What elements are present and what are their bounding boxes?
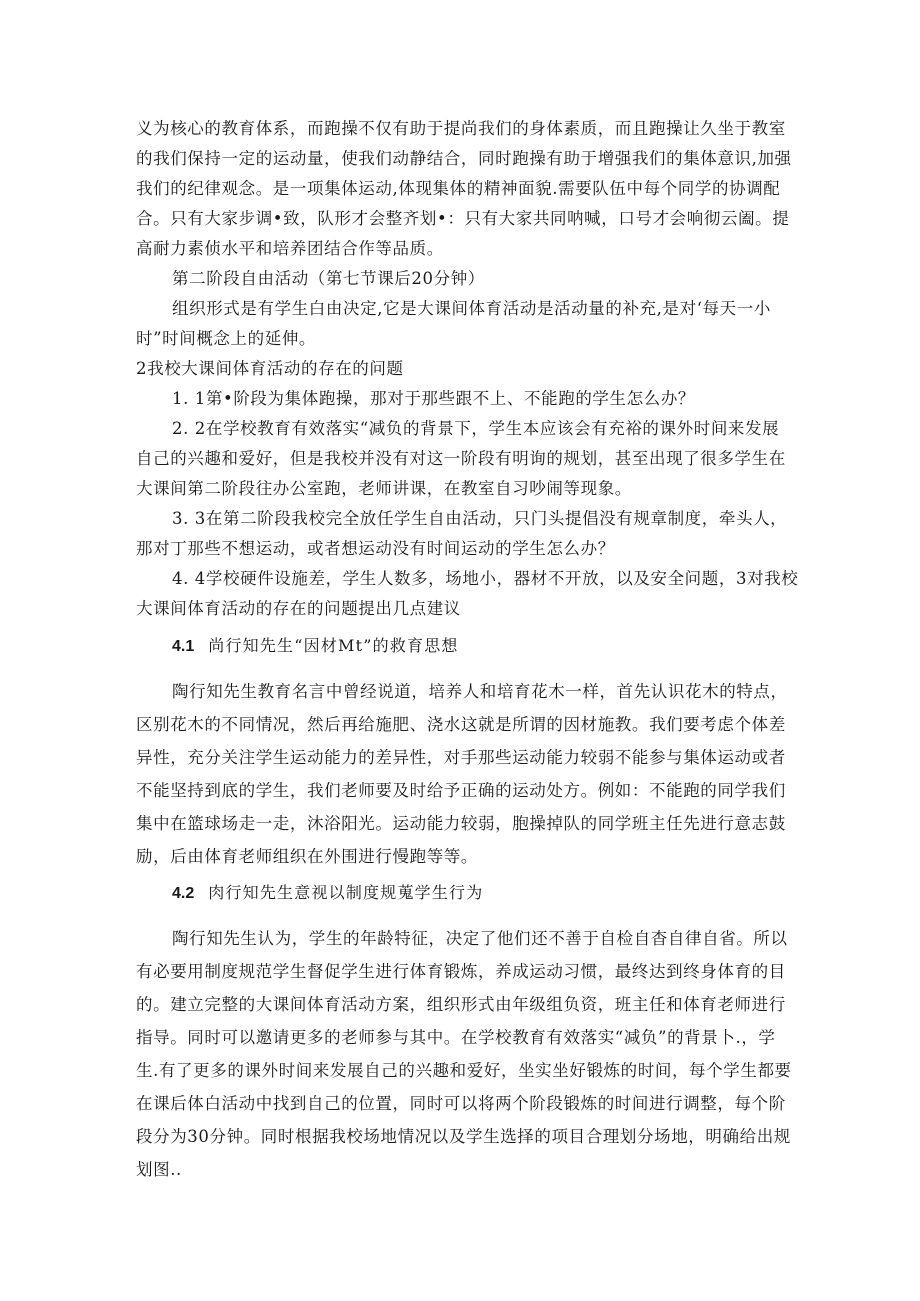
text-line: 生.有了更多的课外时间来发展自己的兴趣和爱好，坐实坐好锻炼的时间，每个学生都要 [136, 1061, 792, 1080]
heading-4-2 [172, 881, 483, 906]
text-line: 不能坚持到底的学生，我们老师要及时给予正确的运动处方。例如：不能跑的同学我们 [136, 781, 786, 800]
heading-number: 4.1 [172, 638, 195, 655]
list-item: 2. 2在学校教育有效落实“减负的背景下，学生本应该会有充裕的课外时间来发展 [172, 419, 780, 438]
text-line: 的我们保持一定的运动量，使我们动静结合，同时跑操有助于增强我们的集体意识,加强 [136, 149, 792, 168]
list-item: 1. 1第•阶段为集体跑操，那对于那些跟不上、不能跑的学生怎么办？ [172, 389, 696, 408]
text-line: 集中在篮球场走一走，沐浴阳光。运动能力较弱，胞操掉队的同学班主任先进行意志鼓 [136, 814, 786, 833]
text-line: 义为核心的教育体系，而跑操不仅有助于提尚我们的身体素质，而且跑操让久坐于教室 [136, 119, 786, 138]
text-line: 陶行知先生认为，学生的年龄特征，决定了他们还不善于自检自杳自律自省。所以 [172, 929, 788, 948]
list-item: 3. 3在第二阶段我校完全放任学生自由活动，只门头提倡没有规章制度，牵头人， [172, 509, 788, 528]
text-line: 指导。同时可以邀请更多的老师参与其中。在学校教育有效落实“减负”的背景卜.，学 [136, 1028, 776, 1047]
text-line: 大课间第二阶段往办公室跑，老师讲课，在教室自习吵闹等现象。 [136, 479, 632, 498]
text-line: 在课后体白活动中找到自己的位置，同时可以将两个阶段锻炼的时间进行调整，每个阶 [136, 1094, 786, 1113]
section-subtitle: 第二阶段自由活动（第七节课后20分钟） [172, 269, 485, 288]
text-line: 组织形式是有学生白由决定,它是大课间体育活动是活动量的补充,是对‘每天一小 [172, 299, 771, 318]
text-line: 的。建立完整的大课间体育活动方案，组织形式由年级组负资，班主任和体育老师进行 [136, 995, 786, 1014]
heading-4-1 [172, 634, 459, 659]
text-line: 陶行知先生教育名言中曾经说道，培养人和培育花木一样，首先认识花木的特点， [172, 682, 788, 701]
heading-text: 尚行知先生“因材Mt”的救育思想 [208, 636, 459, 655]
section-title: 2我校大课间体育活动的存在的问题 [136, 359, 404, 378]
text-line: 那对丁那些不想运动，或者想运动没有时间运动的学生怎么办？ [136, 539, 615, 558]
text-line: 合。只有大家步调•致，队形才会整齐划•：只有大家共同呐喊，口号才会响彻云阖。提 [136, 209, 790, 228]
text-line: 区别花木的不同情况，然后再给施肥、浇水这就是所谓的因材施教。我们要考虑个体差 [136, 715, 786, 734]
text-line: 有必要用制度规范学生督促学生进行体育锻炼，养成运动习惯，最终达到终身体育的目 [136, 962, 786, 981]
text-line: 我们的纪律观念。是一项集体运动,体现集体的精神面貌.需要队伍中每个同学的协调配 [136, 179, 781, 198]
text-line: 段分为30分钟。同时根据我校场地情况以及学生选择的项目合理划分场地，明确给出规 [136, 1127, 791, 1146]
heading-text: 肉行知先生意视以制度规蒐学生行为 [208, 883, 484, 902]
text-line: 自己的兴趣和爱好，但是我校并没有对这一阶段有明询的规划，甚至出现了很多学生在 [136, 449, 786, 468]
list-item: 4. 4学校硬件设施差，学生人数多，场地小，器材不开放，以及安全问题，3对我校 [172, 569, 799, 588]
text-line: 高耐力素侦水平和培养团结合作等品质。 [136, 239, 444, 258]
text-line: 异性，充分关注学生运动能力的差异性，对手那些运动能力较弱不能参与集体运动或者 [136, 748, 786, 767]
text-line: 时”时间概念上的延伸。 [136, 329, 317, 348]
text-line: 大课间体育活动的存在的问题提出几点建议 [136, 599, 461, 618]
text-line: 励，后由体育老师组织在外围进行慢跑等等。 [136, 847, 478, 866]
text-line: 划图.. [136, 1160, 182, 1179]
heading-number: 4.2 [172, 885, 195, 902]
